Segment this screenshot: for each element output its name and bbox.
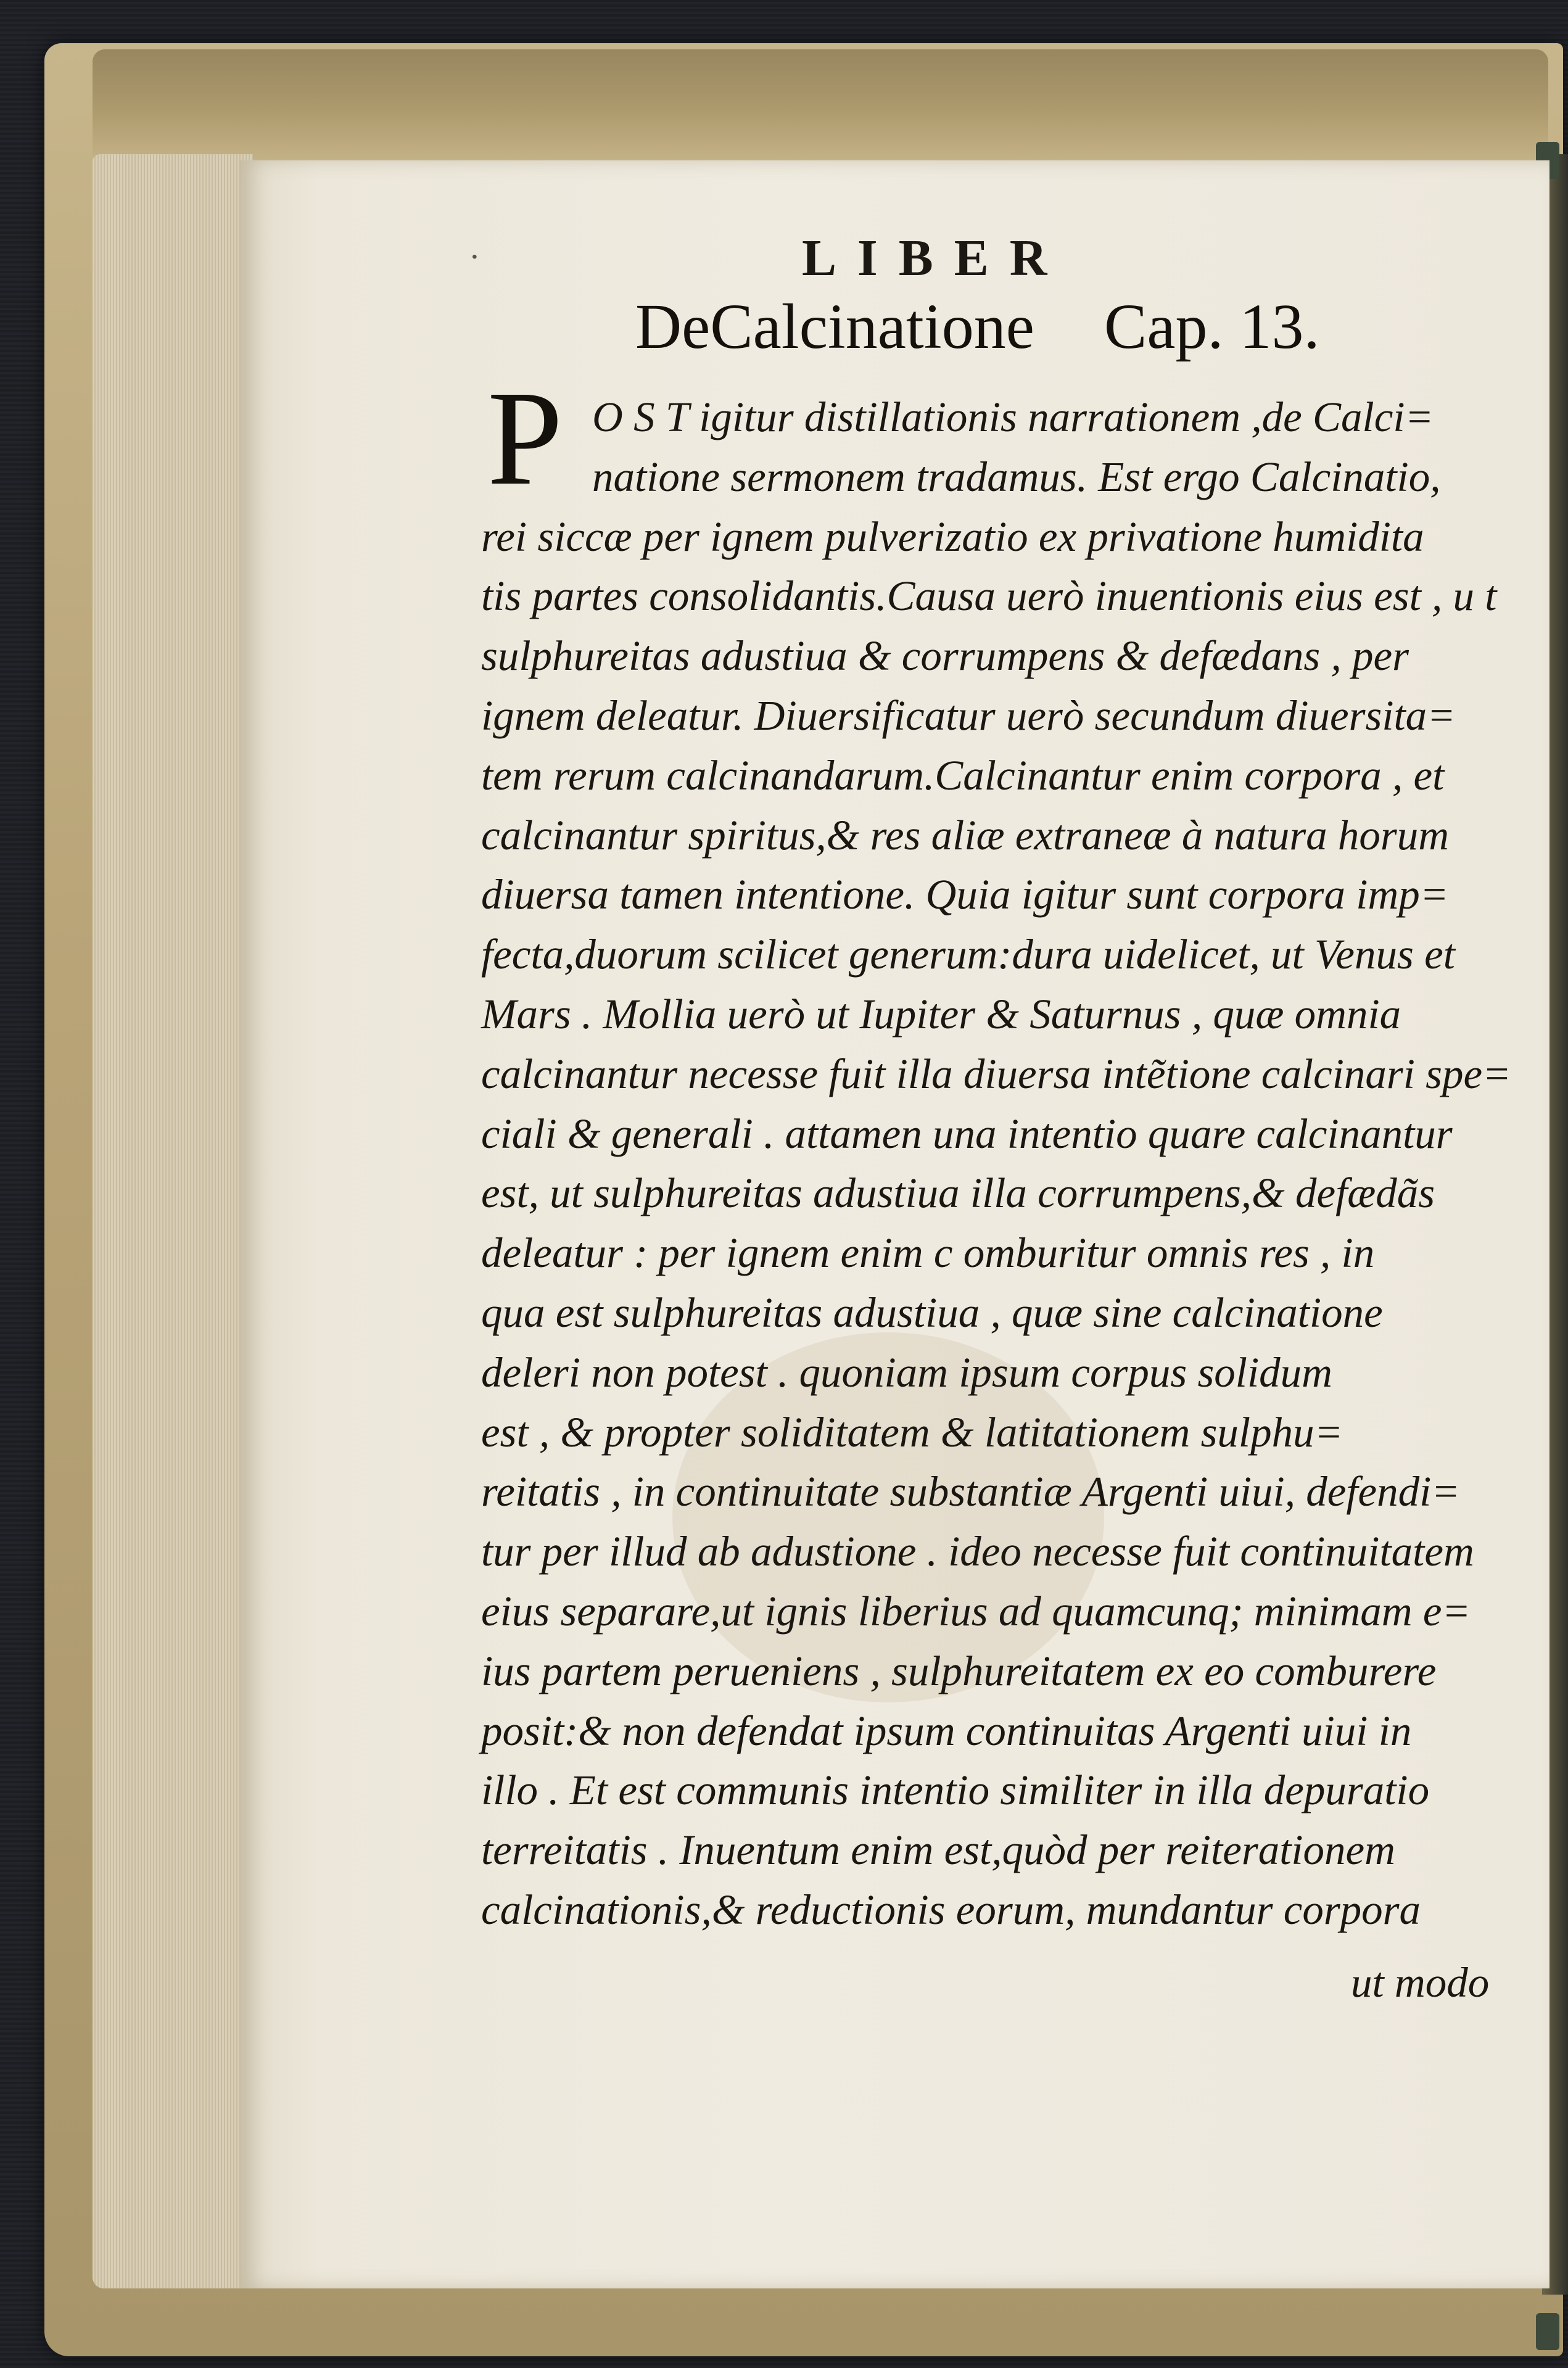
- text-line: calcinantur spiritus,& res aliæ extraneæ à natura horum: [481, 811, 1450, 859]
- text-line: deleatur : per ignem enim c omburitur omnis res , in: [481, 1229, 1375, 1277]
- bookmark-ribbon-bottom: [1536, 2313, 1559, 2350]
- text-line: reitatis , in continuitate substantiæ Argenti uiui, defendi=: [481, 1468, 1460, 1516]
- text-line: calcinationis,& reductionis eorum, mundantur corpora: [481, 1886, 1421, 1933]
- text-line: ciali & generali . attamen una intentio quare calcinantur: [481, 1110, 1453, 1157]
- text-line: est , & propter soliditatem & latitationem sulphu=: [481, 1408, 1343, 1456]
- text-line: eius separare,ut ignis liberius ad quamcunq; minimam e=: [481, 1587, 1471, 1635]
- page-edges: [93, 154, 253, 2288]
- text-line: Mars . Mollia uerò ut Iupiter & Saturnus , quæ omnia: [481, 990, 1401, 1038]
- text-line: fecta,duorum scilicet generum:dura uidelicet, ut Venus et: [481, 931, 1455, 978]
- text-line: natione sermonem tradamus. Est ergo Calcinatio,: [592, 453, 1441, 500]
- text-line: diuersa tamen intentione. Quia igitur sunt corpora imp=: [481, 871, 1449, 918]
- drop-cap: P: [487, 363, 563, 513]
- body-text: [481, 387, 1511, 1940]
- chapter-title: DeCalcinatione: [635, 291, 1034, 362]
- text-line: tem rerum calcinandarum.Calcinantur enim corpora , et: [481, 751, 1445, 799]
- text-line: ius partem perueniens , sulphureitatem ex eo comburere: [481, 1647, 1437, 1694]
- chapter-number: Cap. 13.: [1104, 291, 1320, 362]
- cover-top-edge: [93, 49, 1548, 173]
- text-line: tur per illud ab adustione . ideo necesse fuit continuitatem: [481, 1528, 1474, 1575]
- text-line: calcinantur necesse fuit illa diuersa intẽtione calcinari spe=: [481, 1050, 1511, 1097]
- text-line: O S T igitur distillationis narrationem ,de Calci=: [592, 394, 1434, 440]
- text-line: tis partes consolidantis.Causa uerò inuentionis eius est , u t: [481, 572, 1497, 620]
- text-line: terreitatis . Inuentum enim est,quòd per reiterationem: [481, 1826, 1395, 1874]
- chapter-heading: [635, 290, 1376, 363]
- text-line: ignem deleatur. Diuersificatur uerò secundum diuersita=: [481, 691, 1456, 739]
- text-line: sulphureitas adustiua & corrumpens & defædans , per: [481, 632, 1409, 680]
- text-line: est, ut sulphureitas adustiua illa corrumpens,& defædãs: [481, 1170, 1435, 1217]
- running-head: LIBER: [802, 229, 1068, 287]
- folio-mark: ·: [469, 238, 481, 276]
- text-line: posit:& non defendat ipsum continuitas Argenti uiui in: [481, 1707, 1412, 1754]
- text-line: deleri non potest . quoniam ipsum corpus solidum: [481, 1348, 1332, 1396]
- text-line: illo . Et est communis intentio similiter in illa depuratio: [481, 1767, 1430, 1814]
- text-line: rei siccæ per ignem pulverizatio ex privatione humidita: [481, 513, 1424, 560]
- text-line: qua est sulphureitas adustiua , quæ sine calcinatione: [481, 1289, 1383, 1336]
- catchword: ut modo: [1351, 1959, 1490, 2006]
